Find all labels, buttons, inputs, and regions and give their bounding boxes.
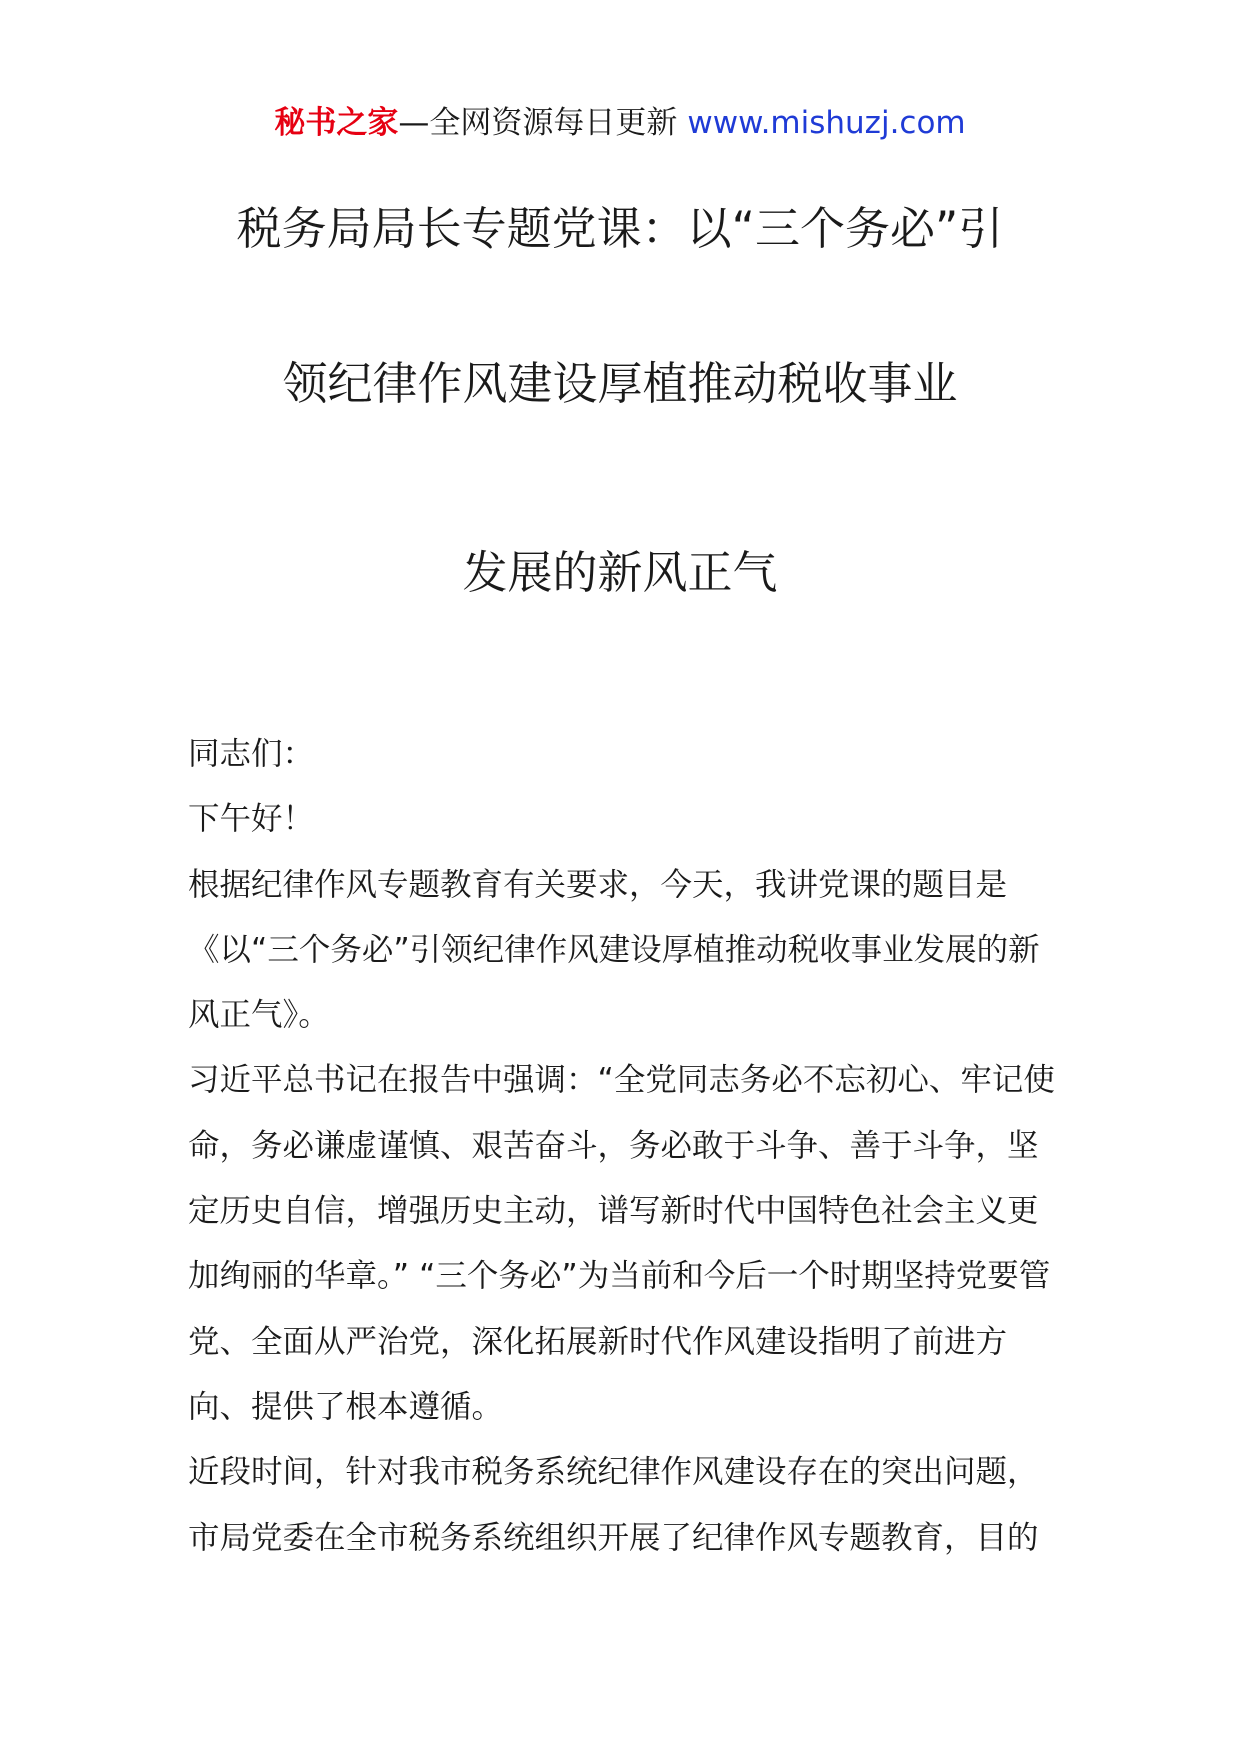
document-body	[188, 722, 1058, 1571]
document-title-line-3: 发展的新风正气	[462, 546, 778, 599]
header-tagline: —全网资源每日更新	[398, 105, 678, 141]
site-header	[0, 103, 1240, 143]
greeting: 下午好！	[188, 801, 315, 838]
salutation: 同志们：	[188, 736, 315, 772]
paragraph-3: 近段时间，针对我市税务系统纪律作风建设存在的突出问题，市局党委在全市税务系统组织开展了纪律作风专题教育，目的	[188, 1454, 1039, 1556]
document-title-line-2: 领纪律作风建设厚植推动税收事业	[282, 357, 958, 410]
document-title-line-1: 税务局局长专题党课：以“三个务必”引	[236, 202, 1004, 255]
paragraph-2: 习近平总书记在报告中强调：“全党同志务必不忘初心、牢记使命，务必谦虚谨慎、艰苦奋斗，务必敢于斗争、善于斗争，坚定历史自信，增强历史主动，谱写新时代中国特色社会主义更加绚丽的华章。” “三个务必”为当前和今后一个时期坚持党要管党、全面从严治党，深化拓展新时代作风建设指明了前进方向、提供了根本遵循。	[188, 1062, 1055, 1425]
brand-name: 秘书之家	[274, 105, 399, 141]
site-url: www.mishuzj.com	[687, 105, 966, 141]
paragraph-1: 根据纪律作风专题教育有关要求，今天，我讲党课的题目是《以“三个务必”引领纪律作风建设厚植推动税收事业发展的新风正气》。	[188, 866, 1040, 1034]
